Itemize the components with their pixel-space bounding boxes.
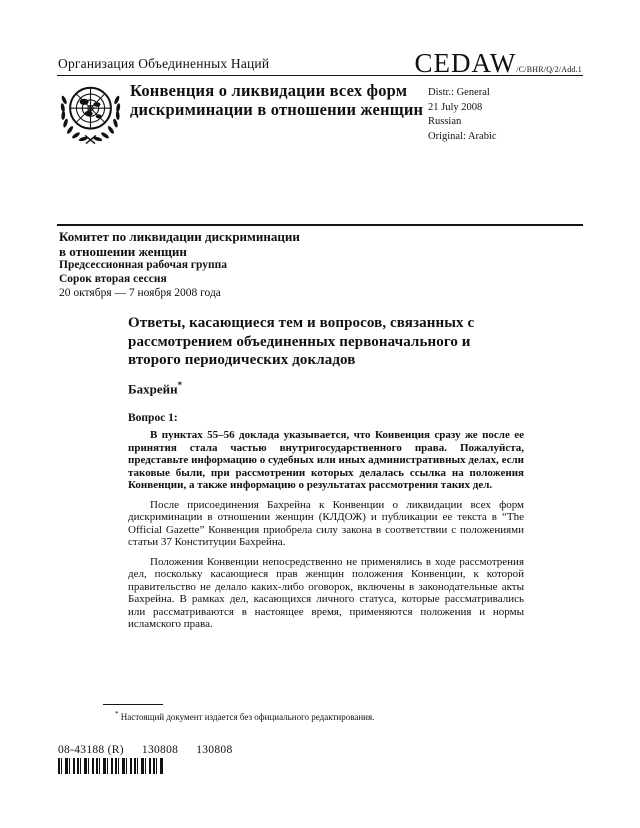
date-code-2: 130808: [196, 744, 233, 756]
header-divider: [57, 75, 583, 76]
session-label: Сорок вторая сессия: [59, 272, 167, 285]
doc-symbol-suffix: /C/BHR/Q/2/Add.1: [516, 65, 582, 74]
working-group-label: Предсессионная рабочая группа: [59, 259, 228, 272]
committee-name-line-1: Комитет по ликвидации дискриминации: [59, 229, 300, 244]
footnote-block: [103, 704, 433, 722]
footnote-text: Настоящий документ издается без официального редактирования.: [120, 712, 375, 722]
masthead-title: Конвенция о ликвидации всех форм дискриминации в отношении женщин: [130, 81, 424, 119]
question-label: Вопрос 1:: [128, 412, 178, 425]
distr-line-language: Russian: [428, 116, 462, 128]
body-paragraph-answer-2: Положения Конвенции непосредственно не применялись в ходе рассмотрения дел, поскольку касающиеся прав женщин положения Конвенции, к которой правительство не делало каких-либо оговорок, включены в законодательные акты Бахрейна. В рамках дел, касающихся личного статуса, которые рассматривались или рассматриваются в настоящее время, применяются положения и нормы исламского права.: [128, 555, 524, 631]
job-number: 08-43188 (R): [58, 744, 124, 756]
date-code-1: 130808: [141, 744, 179, 756]
doc-symbol-large: CEDAW: [414, 48, 517, 78]
country-name: Бахрейн: [128, 381, 178, 397]
document-body: [128, 314, 524, 631]
body-paragraph-question-text: В пунктах 55–56 доклада указывается, что Конвенция сразу же после ее принятия стала частью внутригосударственного права. Пожалуйста, представьте информацию о судебных или иных административных делах, если таковые были, при рассмотрении которых делалась ссылка на положения Конвенции, а также информацию о результатах рассмотрения таких дел.: [128, 429, 524, 492]
committee-name-line-2: в отношении женщин: [59, 243, 187, 259]
job-number-line: [58, 744, 233, 756]
body-paragraph-answer-1: После присоединения Бахрейна к Конвенции о ликвидации всех форм дискриминации в отношении женщин (КЛДОЖ) и публикации ее текста в “The Official Gazette” Конвенция приобрела силу закона в соответствии с положениями статьи 37 Конституции Бахрейна.: [128, 498, 524, 549]
barcode: [58, 758, 164, 774]
distr-line-date: 21 July 2008: [428, 101, 483, 113]
session-dates: 20 октября — 7 ноября 2008 года: [59, 286, 221, 299]
footnote: [115, 710, 433, 722]
un-emblem-icon: [56, 80, 125, 149]
country-heading: [128, 380, 524, 397]
distr-block: [428, 86, 497, 144]
committee-block: [59, 230, 300, 301]
footnote-divider: [103, 704, 163, 705]
section-divider: [57, 224, 583, 226]
footnote-marker: *: [115, 710, 119, 718]
country-footnote-marker: *: [177, 379, 183, 390]
document-title: Ответы, касающиеся тем и вопросов, связанных с рассмотрением объединенных первоначального и второго периодических докладов: [128, 315, 475, 369]
distr-line-general: Distr.: General: [428, 87, 490, 98]
distr-line-original: Original: Arabic: [428, 130, 497, 142]
org-name-label: Организация Объединенных Наций: [58, 56, 270, 71]
